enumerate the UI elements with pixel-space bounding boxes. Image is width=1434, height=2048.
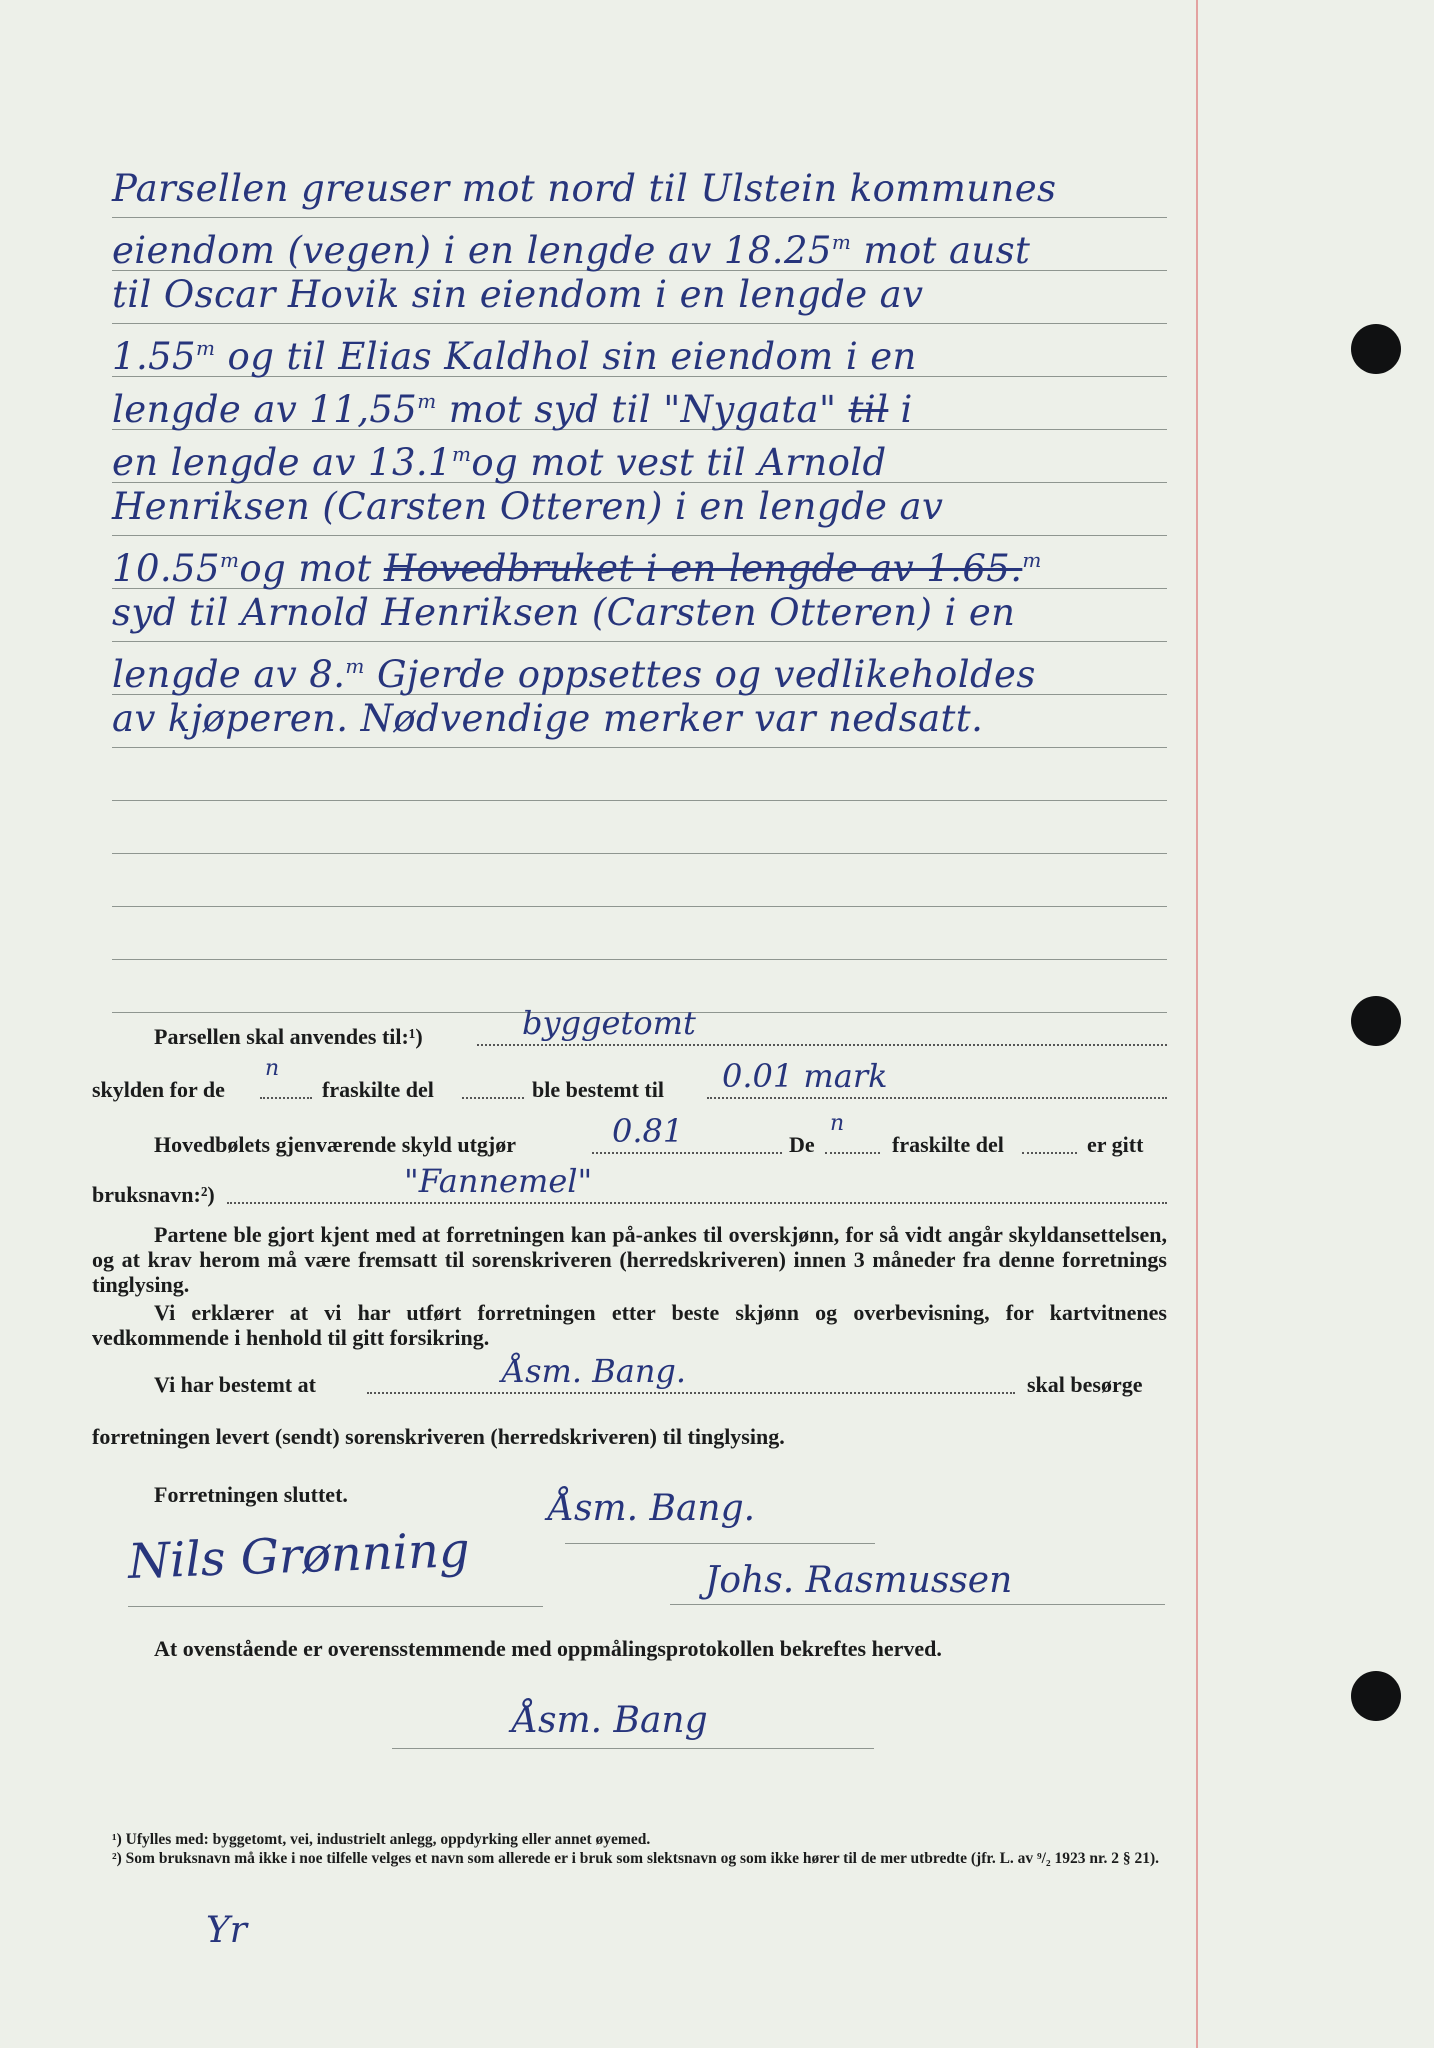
blank-line [112,748,1167,801]
skyld-value: 0.01 mark [722,1057,888,1095]
hw-line-4: 1.55$^m$ og til Elias Kaldhol sin eiendom i en [112,324,1167,377]
punch-hole [1351,996,1401,1046]
bruksnavn-value: "Fannemel" [404,1162,593,1200]
delivered-row: forretningen levert (sendt) sorenskriveren (herredskriveren) til tinglysing. [92,1424,785,1449]
hw-line-10: lengde av 8.$^m$ Gjerde oppsettes og vedlikeholdes [112,642,1167,695]
use-row [92,1004,1167,1050]
bruksnavn-row: bruksnavn:²) "Fannemel" [92,1176,1167,1208]
footnote-2: ²) Som bruksnavn må ikke i noe tilfelle velges et navn som allerede er i bruk som slektsnavn og som ikke hører til de mer utbredte (jfr. L. av ⁹/₂ 1923 nr. 2 § 21). [112,1850,1159,1867]
signature-line [392,1748,874,1749]
signature-bang-1: Åsm. Bang. [548,1488,756,1529]
struck-text: Hovedbruket i en lengde av 1.65. [383,547,1023,590]
punch-hole [1351,324,1401,374]
closed-row: Forretningen sluttet. [154,1482,348,1507]
blank-line [112,854,1167,907]
footnotes [112,1830,1167,1868]
blank-line [112,801,1167,854]
paragraph-appeal: Partene ble gjort kjent med at forretningen kan på-ankes til overskjønn, for så vidt angår skyldansettelsen, og at krav herom må være fremsatt til sorenskriveren (herredskriveren) innen 3 måneder fra denne forretnings tinglysing. Vi erklærer at vi har utført forretningen etter beste skjønn og overbevisning, for kartvitnenes vedkommende i henhold til gitt forsikring. [92,1222,1167,1350]
hw-line-7: Henriksen (Carsten Otteren) i en lengde av [112,483,1167,536]
signature-rasmussen: Johs. Rasmussen [705,1560,1013,1601]
signature-line [670,1604,1165,1605]
handwritten-description [112,165,1167,1013]
use-value: byggetomt [522,1004,696,1042]
signature-line [128,1606,543,1607]
signature-bang-2: Åsm. Bang [512,1700,708,1741]
footnote-1: ¹) Ufylles med: byggetomt, vei, industrielt anlegg, oppdyrking eller annet øyemed. [112,1831,651,1848]
remaining-row: Hovedbølets gjenværende skyld utgjør 0.81 De n fraskilte del er gitt [154,1111,1144,1157]
punch-hole [1351,1671,1401,1721]
confirm-row: At ovenstående er overensstemmende med oppmålingsprotokollen bekreftes herved. [154,1636,942,1661]
hw-line-6: en lengde av 13.1$^m$og mot vest til Arnold [112,430,1167,483]
use-label: Parsellen skal anvendes til:¹) [154,1024,423,1049]
hw-line-8: 10.55$^m$og mot Hovedbruket i en lengde av 1.65.$^m$ [112,536,1167,589]
hw-line-11: av kjøperen. Nødvendige merker var nedsatt. [112,695,1167,748]
hw-line-3: til Oscar Hovik sin eiendom i en lengde av [112,271,1167,324]
responsible-value: Åsm. Bang. [502,1352,687,1390]
margin-rule [1196,0,1198,2048]
blank-line [112,907,1167,960]
remaining-value: 0.81 [612,1112,684,1150]
signature-gronning: Nils Grønning [127,1522,471,1590]
initials: Yr [206,1910,247,1951]
hw-line-2: eiendom (vegen) i en lengde av 18.25$^m$ mot aust [112,218,1167,271]
hw-line-9: syd til Arnold Henriksen (Carsten Otteren) i en [112,589,1167,642]
signature-line [565,1543,875,1544]
hw-line-5: lengde av 11,55$^m$ mot syd til "Nygata" til i [112,377,1167,430]
skyld-row: skylden for de n fraskilte del ble bestemt til 0.01 mark [92,1071,1167,1103]
responsible-row: Vi har bestemt at Åsm. Bang. skal besørge [154,1352,1143,1397]
hw-line-1: Parsellen greuser mot nord til Ulstein kommunes [112,165,1167,218]
